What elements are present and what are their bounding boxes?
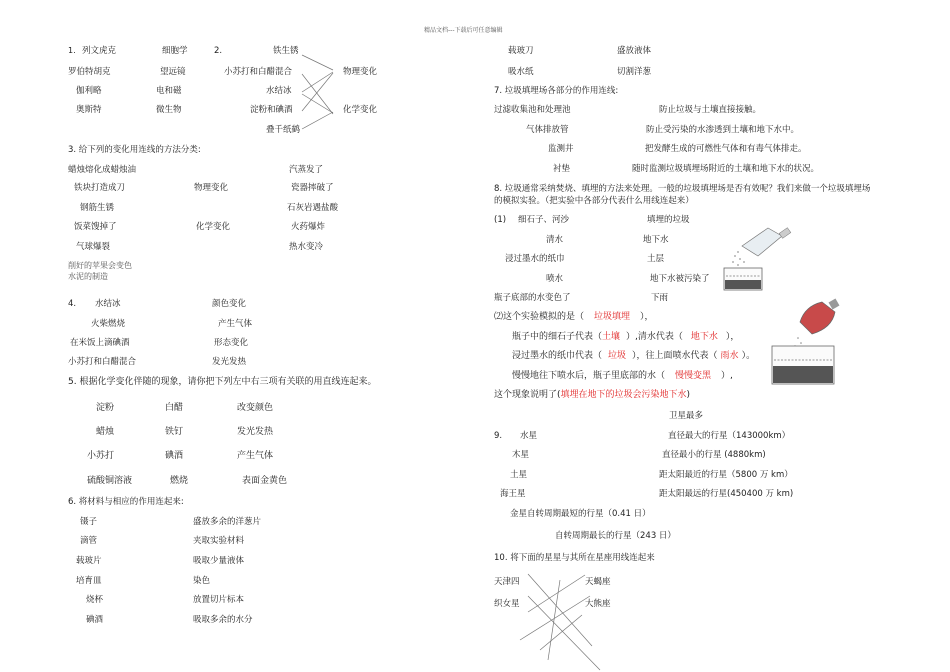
q9-number: 9. [494, 431, 503, 441]
q3-left-item: 气球爆裂 [76, 242, 111, 252]
q5-right-item: 表面金黄色 [242, 476, 288, 486]
q2-item: 铁生锈 [273, 46, 299, 56]
q8-right-item: 下雨 [651, 293, 669, 303]
q5-right-item: 改变颜色 [237, 403, 274, 413]
answer-雨水: 雨水 [720, 351, 739, 361]
q1-item: 列文虎克 [82, 46, 117, 56]
spray-bottle-illustration-1 [724, 228, 791, 290]
q4-left-item: 水结冰 [95, 299, 121, 309]
q5-mid-item: 碘酒 [165, 451, 184, 461]
q2-number: 2. [214, 46, 223, 56]
q8-2-line [512, 372, 733, 381]
q7-right-item: 把发酵生成的可燃性气体和有毒气体排走。 [645, 144, 807, 154]
q7-left-item: 气体排放管 [526, 125, 569, 135]
q5-right-item: 发光发热 [237, 427, 274, 437]
q6-left-item: 烧杯 [86, 595, 104, 605]
q4-left-item: 火柴燃烧 [91, 319, 126, 329]
q4-left-item: 在米饭上滴碘酒 [70, 338, 130, 348]
q1-item: 罗伯特胡克 [68, 67, 111, 77]
q5-left-item: 硫酸铜溶液 [87, 476, 133, 486]
q3-right-item: 石灰岩遇盐酸 [287, 203, 339, 213]
answer-土壤: 土壤 [602, 332, 621, 342]
answer-垃圾: 垃圾 [608, 351, 627, 361]
answer-地下水: 地下水 [690, 332, 718, 342]
q8-right-item: 地下水被污染了 [650, 274, 710, 284]
q8-2-line [512, 333, 739, 342]
q8-right-item: 填埋的垃圾 [647, 215, 690, 225]
q9-description: 直径最大的行星（143000km） [668, 431, 791, 441]
q3-left-item: 铁块打造成刀 [74, 183, 126, 193]
q8-2-text: ）,清水代表（ [626, 332, 683, 342]
q10-constellation: 大熊座 [585, 599, 611, 609]
q7-left-item: 衬垫 [553, 164, 571, 174]
q3-extra-item: 水泥的制造 [68, 272, 108, 281]
q1-item: 电和磁 [156, 86, 182, 96]
q5-title: 5. 根据化学变化伴随的现象，请你把下列左中右三项有关联的用直线连起来。 [68, 377, 377, 387]
q6-right-item: 盛放液体 [617, 46, 652, 56]
q3-title: 3. 给下列的变化用连线的方法分类: [68, 145, 201, 155]
q8-right-item: 地下水 [643, 235, 669, 245]
q8-2-text: ）, [721, 371, 733, 381]
q2-item: 淀粉和碘酒 [250, 105, 293, 115]
q4-left-item: 小苏打和白醋混合 [68, 357, 137, 367]
answer-垃圾填埋: 垃圾填埋 [594, 312, 631, 322]
q10-star: 织女星 [494, 599, 520, 609]
q6-left-item: 载玻刀 [508, 46, 534, 56]
q8-left-item: 喷水 [546, 274, 564, 284]
q6-left-item: 滴管 [80, 536, 98, 546]
q8-subnumber: (1) [494, 215, 507, 225]
q4-right-item: 颜色变化 [212, 299, 247, 309]
q9-description: 金星自转周期最短的行星（0.41 日） [510, 509, 651, 519]
answer-conclusion: 填埋在地下的垃圾会污染地下水 [560, 390, 687, 400]
q8-2-line [512, 352, 755, 361]
q3-right-item: 热水变冷 [289, 242, 324, 252]
q6-right-item: 盛放多余的洋葱片 [193, 517, 262, 527]
q5-left-item: 小苏打 [87, 451, 115, 461]
answer-慢慢变黑: 慢慢变黑 [675, 371, 712, 381]
q6-right-item: 切割洋葱 [617, 67, 652, 77]
q8-2-text: 慢慢地往下喷水后，瓶子里底部的水（ [512, 371, 666, 381]
q8-2-text: ) [686, 390, 691, 400]
q6-left-item: 培育皿 [76, 576, 102, 586]
q9-planet: 土星 [510, 470, 528, 480]
q9-description: 直径最小的行星 (4880km) [662, 450, 766, 460]
q1-item: 奥斯特 [76, 105, 102, 115]
q7-right-item: 防止受污染的水渗透到土壤和地下水中。 [646, 125, 800, 135]
q5-left-item: 蜡烛 [96, 427, 115, 437]
q6-left-item: 吸水纸 [508, 67, 534, 77]
q8-2-text: 浸过墨水的纸巾代表（ [512, 351, 603, 361]
q6-title: 6. 将材料与相应的作用连起来: [68, 497, 184, 507]
q6-right-item: 吸取多余的水分 [193, 615, 253, 625]
q8-2-text: ），往上面喷水代表（ [632, 351, 718, 361]
q8-title: 8. 垃圾通常采纳焚烧、填埋的方法来处理。一般的垃圾填埋场是否有效呢？我们来做一个垃圾填埋场 [494, 184, 871, 194]
q4-right-item: 形态变化 [214, 338, 249, 348]
q8-left-item: 瓶子底部的水变色了 [494, 293, 571, 303]
q6-right-item: 夹取实验材料 [193, 536, 245, 546]
q3-category: 物理变化 [194, 183, 229, 193]
q1-number: 1. [68, 46, 76, 55]
q8-2-text: ）， [725, 332, 740, 342]
q9-item: 卫星最多 [669, 411, 704, 421]
q5-right-item: 产生气体 [237, 451, 274, 461]
q3-right-item: 火药爆炸 [291, 222, 326, 232]
q2-item: 水结冰 [266, 86, 292, 96]
q8-2-text: 瓶子中的细石子代表（ [512, 332, 603, 342]
q6-left-item: 镊子 [80, 517, 98, 527]
q9-planet: 海王星 [500, 489, 526, 499]
q3-extra-item: 削好的苹果会变色 [68, 261, 132, 270]
q3-right-item: 瓷器摔破了 [291, 183, 334, 193]
q3-category: 化学变化 [196, 222, 231, 232]
q1-item: 微生物 [156, 105, 182, 115]
q4-number: 4. [68, 299, 77, 309]
q6-right-item: 吸取少量液体 [193, 556, 245, 566]
q6-left-item: 载玻片 [76, 556, 102, 566]
q5-mid-item: 铁钉 [165, 427, 184, 437]
q3-left-item: 饭菜馊掉了 [74, 222, 117, 232]
q5-left-item: 淀粉 [96, 403, 115, 413]
page-header: 精品文档---下载后可任意编辑 [424, 27, 503, 34]
q8-title-cont: 的模拟实验。（把实验中各部分代表什么用线连起来） [494, 196, 694, 206]
q7-right-item: 随时监测垃圾填埋场附近的土壤和地下水的状况。 [632, 164, 820, 174]
q7-title: 7. 垃圾填埋场各部分的作用连线: [494, 86, 619, 96]
q9-planet: 木星 [512, 450, 530, 460]
q7-left-item: 监测井 [548, 144, 574, 154]
q9-description: 距太阳最近的行星（5800 万 km） [659, 470, 793, 480]
q8-left-item: 细石子、河沙 [518, 215, 570, 225]
q9-description: 距太阳最远的行星(450400 万 km) [659, 489, 794, 499]
q6-left-item: 碘酒 [86, 615, 104, 625]
q1-item: 细胞学 [162, 46, 188, 56]
q1-item: 伽利略 [76, 86, 102, 96]
q3-left-item: 蜡烛熔化成蜡烛油 [68, 165, 137, 175]
q4-right-item: 发光发热 [212, 357, 247, 367]
q2-category: 化学变化 [343, 105, 378, 115]
q9-description: 自转周期最长的行星（243 日） [555, 531, 676, 541]
q8-2-text: ）。 [741, 351, 756, 361]
q8-left-item: 清水 [546, 235, 564, 245]
q5-mid-item: 白醋 [165, 403, 184, 413]
q4-right-item: 产生气体 [218, 319, 253, 329]
q8-2-text: ⑵这个实验模拟的是（ [494, 312, 585, 322]
q10-constellation: 天蝎座 [585, 577, 611, 587]
q10-star: 天津四 [494, 577, 520, 587]
q7-left-item: 过滤收集池和处理池 [494, 105, 571, 115]
q10-title: 10. 将下面的星星与其所在星座用线连起来 [494, 553, 655, 563]
q6-right-item: 放置切片标本 [193, 595, 245, 605]
q8-2-text: 这个现象说明了( [494, 390, 561, 400]
q8-2-line [494, 313, 654, 322]
q2-item: 小苏打和白醋混合 [224, 67, 293, 77]
q3-left-item: 钢筋生锈 [80, 203, 115, 213]
spray-bottle-illustration-2 [772, 299, 839, 384]
q8-2-line [494, 391, 690, 400]
q9-planet: 水星 [520, 431, 538, 441]
q2-item: 叠千纸鹤 [266, 125, 301, 135]
q2-category: 物理变化 [343, 67, 378, 77]
q3-right-item: 汽蒸发了 [289, 165, 324, 175]
q1-item: 望远镜 [160, 67, 186, 77]
q6-right-item: 染色 [193, 576, 211, 586]
q8-right-item: 土层 [647, 254, 665, 264]
q8-2-text: ）， [640, 312, 654, 322]
q8-left-item: 浸过墨水的纸巾 [505, 254, 565, 264]
q5-mid-item: 燃烧 [170, 476, 189, 486]
q7-right-item: 防止垃圾与土壤直接接触。 [659, 105, 762, 115]
